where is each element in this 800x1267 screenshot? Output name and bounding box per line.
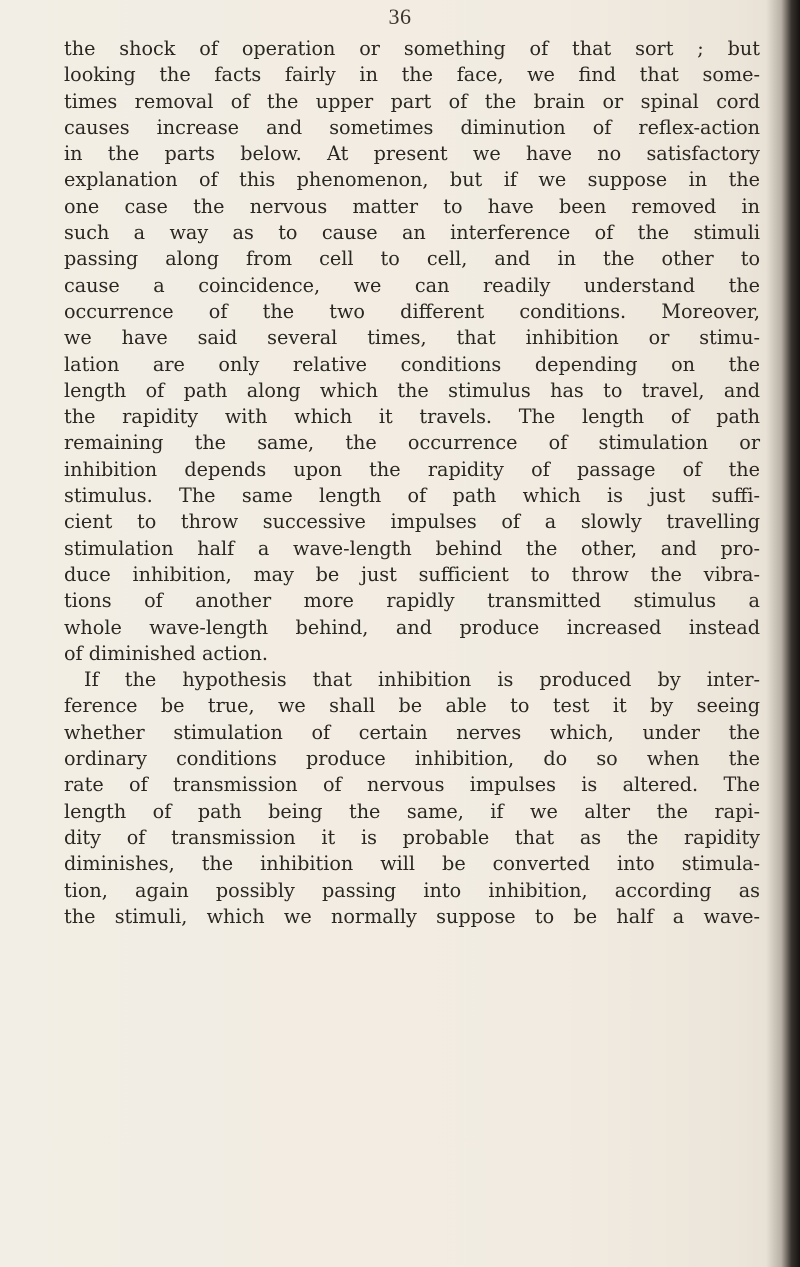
text-line: of diminished action.	[64, 641, 268, 665]
text-line: length of path along which the stimulus has to travel, and	[64, 378, 760, 402]
text-line: tion, again possibly passing into inhibition, according as	[64, 878, 760, 902]
text-line: causes increase and sometimes diminution of reflex-action	[64, 115, 760, 139]
text-line: in the parts below. At present we have no satisfactory	[64, 142, 760, 166]
text-line: lation are only relative conditions depending on the	[64, 352, 760, 376]
text-line: cient to throw successive impulses of a slowly travelling	[64, 510, 760, 534]
text-line: length of path being the same, if we alter the rapi-	[64, 799, 760, 823]
text-line: the shock of operation or something of that sort ; but	[64, 37, 760, 60]
text-line: such a way as to cause an interference of the stimuli	[64, 221, 760, 245]
text-line: stimulus. The same length of path which is just suffi-	[64, 484, 760, 508]
text-line: duce inhibition, may be just sufficient to throw the vibra-	[64, 562, 760, 586]
text-line: cause a coincidence, we can readily understand the	[64, 273, 760, 297]
text-line: one case the nervous matter to have been removed in	[64, 194, 760, 218]
text-line: whether stimulation of certain nerves which, under the	[64, 720, 760, 744]
text-line: times removal of the upper part of the brain or spinal cord	[64, 89, 760, 113]
text-line: passing along from cell to cell, and in the other to	[64, 247, 760, 271]
book-binding-shadow	[766, 0, 800, 1267]
paragraph-2	[64, 667, 760, 930]
text-line: whole wave-length behind, and produce increased instead	[64, 615, 760, 639]
text-line: the stimuli, which we normally suppose to be half a wave-	[64, 904, 760, 928]
text-line: dity of transmission it is probable that as the rapidity	[64, 825, 760, 849]
text-line: explanation of this phenomenon, but if we suppose in the	[64, 168, 760, 192]
text-line: ference be true, we shall be able to test it by seeing	[64, 694, 760, 718]
text-line: occurrence of the two different conditions. Moreover,	[64, 299, 760, 323]
text-line: rate of transmission of nervous impulses is altered. The	[64, 773, 760, 797]
text-line: the rapidity with which it travels. The length of path	[64, 405, 760, 429]
paragraph-1	[64, 36, 760, 667]
page-number: 36	[388, 4, 412, 29]
text-line: stimulation half a wave-length behind the other, and pro-	[64, 536, 760, 560]
body-text	[64, 36, 760, 930]
text-line: ordinary conditions produce inhibition, do so when the	[64, 747, 760, 771]
text-line: looking the facts fairly in the face, we find that some-	[64, 63, 760, 87]
text-line: inhibition depends upon the rapidity of passage of the	[64, 457, 760, 481]
text-line: If the hypothesis that inhibition is produced by inter-	[84, 668, 760, 692]
text-line: tions of another more rapidly transmitted stimulus a	[64, 589, 760, 613]
text-line: we have said several times, that inhibition or stimu-	[64, 326, 760, 350]
text-line: diminishes, the inhibition will be converted into stimula-	[64, 852, 760, 876]
text-line: remaining the same, the occurrence of stimulation or	[64, 431, 760, 455]
